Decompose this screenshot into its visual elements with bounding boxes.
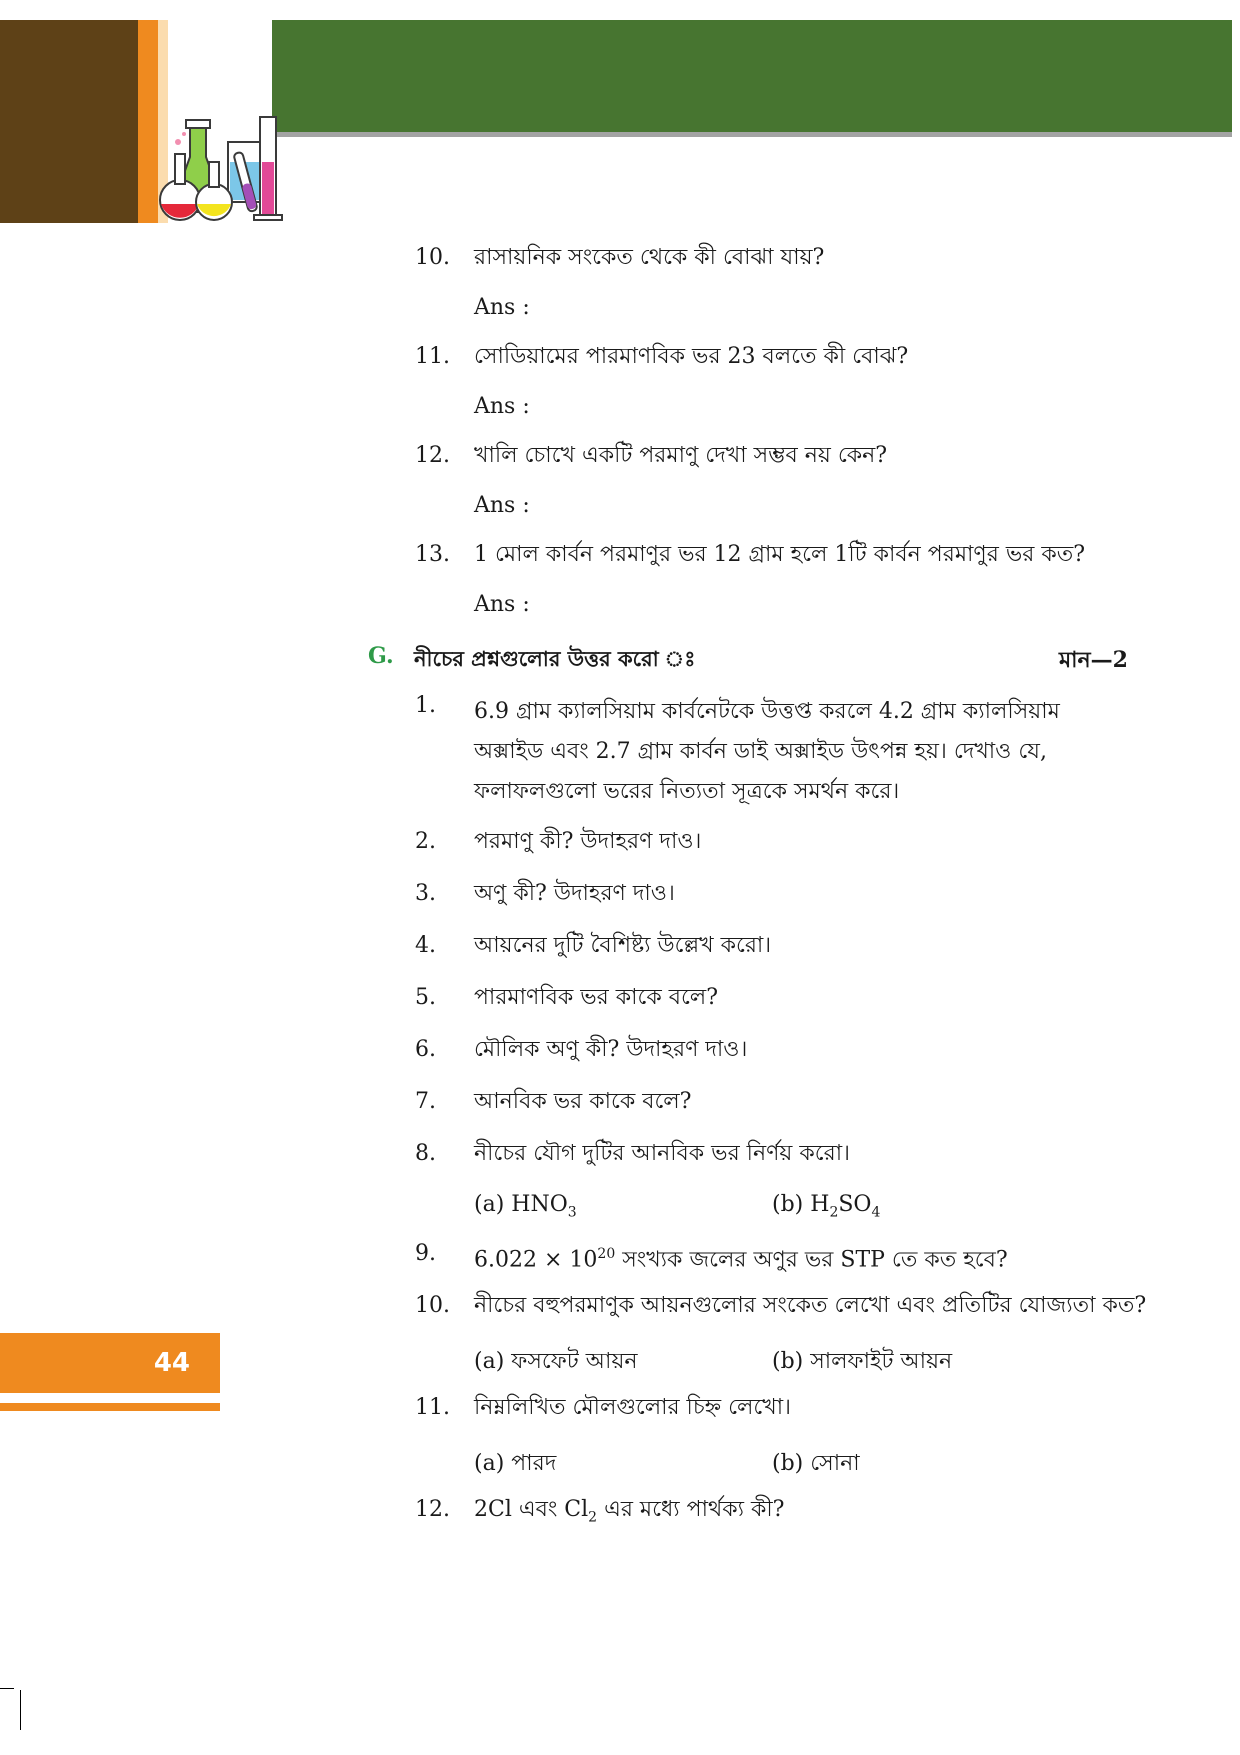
formula-text: 2Cl এবং Cl (474, 1497, 589, 1522)
question-number: 10. (415, 1293, 450, 1318)
question-text: রাসায়নিক সংকেত থেকে কী বোঝা যায়? (474, 245, 825, 270)
question-text: আয়নের দুটি বৈশিষ্ট্য উল্লেখ করো। (474, 933, 772, 958)
question-number: 10. (415, 245, 450, 270)
question-text-tail: এর মধ্যে পার্থক্য কী? (597, 1497, 785, 1522)
question-text (474, 1496, 784, 1531)
question-number: 1. (415, 693, 436, 718)
answer-label: Ans : (474, 592, 530, 617)
question-number: 6. (415, 1037, 436, 1062)
question-text: 1 মোল কার্বন পরমাণুর ভর 12 গ্রাম হলে 1টি কার্বন পরমাণুর ভর কত? (474, 542, 1086, 567)
crop-mark (20, 1690, 21, 1730)
formula-text: SO (838, 1192, 872, 1217)
lab-flasks-icon (148, 112, 310, 224)
question-text (474, 1240, 1008, 1274)
formula-subscript: 2 (829, 1204, 839, 1221)
question-number: 11. (415, 344, 450, 369)
question-number: 11. (415, 1395, 450, 1420)
question-number: 4. (415, 933, 436, 958)
question-number: 3. (415, 881, 436, 906)
question-text: অণু কী? উদাহরণ দাও। (474, 881, 675, 906)
question-text-tail: সংখ্যক জলের অণুর ভর STP তে কত হবে? (615, 1247, 1008, 1273)
exponent: 20 (597, 1246, 616, 1262)
page-number: 44 (0, 1333, 220, 1393)
section-marks: মান—2 (1058, 647, 1128, 673)
formula-text: (b) H (772, 1192, 830, 1217)
question-number: 8. (415, 1141, 436, 1166)
question-number: 13. (415, 542, 450, 567)
answer-label: Ans : (474, 295, 530, 320)
crop-mark (0, 1688, 14, 1689)
option-b (772, 1192, 880, 1220)
question-number: 12. (415, 1497, 450, 1522)
formula-text: (a) HNO (474, 1192, 568, 1217)
section-title: নীচের প্রশ্নগুলোর উত্তর করো ঃ (414, 647, 696, 671)
coefficient: 6.022 × 10 (474, 1247, 598, 1273)
header-green-banner (272, 20, 1232, 132)
header-banner-shadow (272, 132, 1232, 137)
question-number: 9. (415, 1241, 436, 1266)
question-number: 5. (415, 985, 436, 1010)
formula-subscript: 4 (871, 1204, 881, 1221)
question-number: 2. (415, 829, 436, 854)
question-text: নীচের যৌগ দুটির আনবিক ভর নির্ণয় করো। (474, 1141, 850, 1166)
question-text: খালি চোখে একটি পরমাণু দেখা সম্ভব নয় কেন? (474, 443, 888, 468)
question-number: 12. (415, 443, 450, 468)
question-text: মৌলিক অণু কী? উদাহরণ দাও। (474, 1037, 748, 1062)
section-letter: G. (368, 643, 394, 669)
formula-subscript: 2 (588, 1509, 598, 1526)
question-text: নিম্নলিখিত মৌলগুলোর চিহ্ন লেখো। (474, 1395, 791, 1420)
option-b: (b) সালফাইট আয়ন (772, 1349, 953, 1374)
answer-label: Ans : (474, 394, 530, 419)
question-text: সোডিয়ামের পারমাণবিক ভর 23 বলতে কী বোঝ? (474, 344, 909, 369)
question-text: পরমাণু কী? উদাহরণ দাও। (474, 829, 702, 854)
option-b: (b) সোনা (772, 1451, 860, 1476)
page-number-underline (0, 1403, 220, 1411)
option-a (474, 1192, 577, 1220)
option-a: (a) ফসফেট আয়ন (474, 1349, 638, 1374)
formula-subscript: 3 (567, 1204, 577, 1221)
question-text: 6.9 গ্রাম ক্যালসিয়াম কার্বনেটকে উত্তপ্ত করলে 4.2 গ্রাম ক্যালসিয়াম অক্সাইড এবং 2.7 গ্রাম কার্বন ডাই অক্সাইড উৎপন্ন হয়। দেখাও যে, ফলাফলগুলো ভরের নিত্যতা সূত্রকে সমর্থন করে। (474, 699, 1060, 804)
question-text: নীচের বহুপরমাণুক আয়নগুলোর সংকেত লেখো এবং প্রতিটির যোজ্যতা কত? (474, 1293, 1147, 1318)
question-number: 7. (415, 1089, 436, 1114)
answer-label: Ans : (474, 493, 530, 518)
option-a: (a) পারদ (474, 1451, 557, 1476)
question-text: আনবিক ভর কাকে বলে? (474, 1089, 692, 1114)
header-brown-band (0, 20, 138, 223)
question-text: পারমাণবিক ভর কাকে বলে? (474, 985, 718, 1010)
